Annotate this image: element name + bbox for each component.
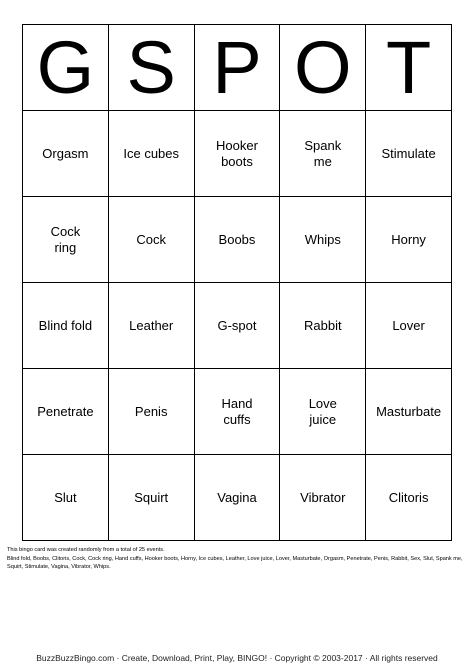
bingo-cell [23, 455, 109, 541]
bingo-cell-label: Ice cubes [123, 145, 180, 161]
bingo-cell [280, 369, 366, 455]
bingo-cell-label: Love juice [308, 395, 337, 427]
event-count-text: This bingo card was created randomly from a total of 25 events. [7, 547, 165, 553]
header-letter-s: S [108, 25, 194, 111]
bingo-cell [108, 111, 194, 197]
bingo-cell-label: Lover [392, 317, 425, 333]
bingo-row [23, 455, 452, 541]
bingo-cell [23, 283, 109, 369]
bingo-cell [366, 197, 452, 283]
bingo-cell-label: Horny [391, 231, 426, 247]
bingo-cell [108, 197, 194, 283]
bingo-cell [280, 455, 366, 541]
bingo-cell-label: Spank me [304, 137, 342, 169]
header-letter-p: P [194, 25, 280, 111]
event-list-note [7, 546, 469, 572]
bingo-cell-label: Rabbit [304, 317, 342, 333]
bingo-row [23, 197, 452, 283]
bingo-cell-label: Orgasm [42, 145, 89, 161]
bingo-header-row [23, 25, 452, 111]
bingo-cell-label: Whips [304, 231, 341, 247]
event-list-text: Blind fold, Boobs, Clitoris, Cock, Cock ring, Hand cuffs, Hooker boots, Horny, Ice cubes, Leather, Love juice, Lover, Masturbate, Orgasm, Penetrate, Penis, Rabbit, Sex, Slut, Spank me, Squirt, Stimulate, Vagina, Vibrator, Whips. [7, 555, 463, 571]
bingo-card [22, 24, 452, 541]
bingo-cell [366, 455, 452, 541]
bingo-cell [280, 197, 366, 283]
bingo-cell [108, 369, 194, 455]
bingo-row [23, 111, 452, 197]
bingo-cell-label: Penetrate [37, 403, 94, 419]
bingo-row [23, 369, 452, 455]
bingo-cell [108, 455, 194, 541]
copyright-footer: BuzzBuzzBingo.com · Create, Download, Print, Play, BINGO! · Copyright © 2003-2017 · All rights reserved [36, 653, 438, 663]
bingo-cell-label: Blind fold [38, 317, 93, 333]
bingo-cell-label: Vibrator [300, 489, 346, 505]
bingo-cell-label: Cock ring [50, 223, 81, 255]
bingo-cell-label: Penis [134, 403, 168, 419]
header-letter-o: O [280, 25, 366, 111]
bingo-cell-label: Boobs [218, 231, 256, 247]
bingo-cell-label: Clitoris [388, 489, 429, 505]
bingo-cell-label: Leather [129, 317, 174, 333]
bingo-cell [23, 111, 109, 197]
bingo-cell [108, 283, 194, 369]
bingo-cell [280, 111, 366, 197]
header-letter-g: G [23, 25, 109, 111]
bingo-cell-label: Vagina [217, 489, 257, 505]
bingo-cell-label: Slut [54, 489, 77, 505]
bingo-cell [194, 111, 280, 197]
bingo-cell [194, 369, 280, 455]
bingo-cell-label: Hooker boots [216, 137, 258, 169]
bingo-cell [194, 455, 280, 541]
bingo-cell [366, 283, 452, 369]
bingo-cell-label: Masturbate [376, 403, 442, 419]
bingo-cell-label: Stimulate [381, 145, 436, 161]
bingo-cell [366, 111, 452, 197]
bingo-cell [280, 283, 366, 369]
bingo-cell-label: Hand cuffs [221, 395, 253, 427]
bingo-row [23, 283, 452, 369]
header-letter-t: T [366, 25, 452, 111]
bingo-cell [194, 197, 280, 283]
bingo-cell [23, 369, 109, 455]
bingo-cell-label: Squirt [134, 489, 169, 505]
bingo-cell [23, 197, 109, 283]
bingo-cell-label: Cock [136, 231, 166, 247]
bingo-cell-label: G-spot [217, 317, 257, 333]
bingo-cell [366, 369, 452, 455]
bingo-cell [194, 283, 280, 369]
